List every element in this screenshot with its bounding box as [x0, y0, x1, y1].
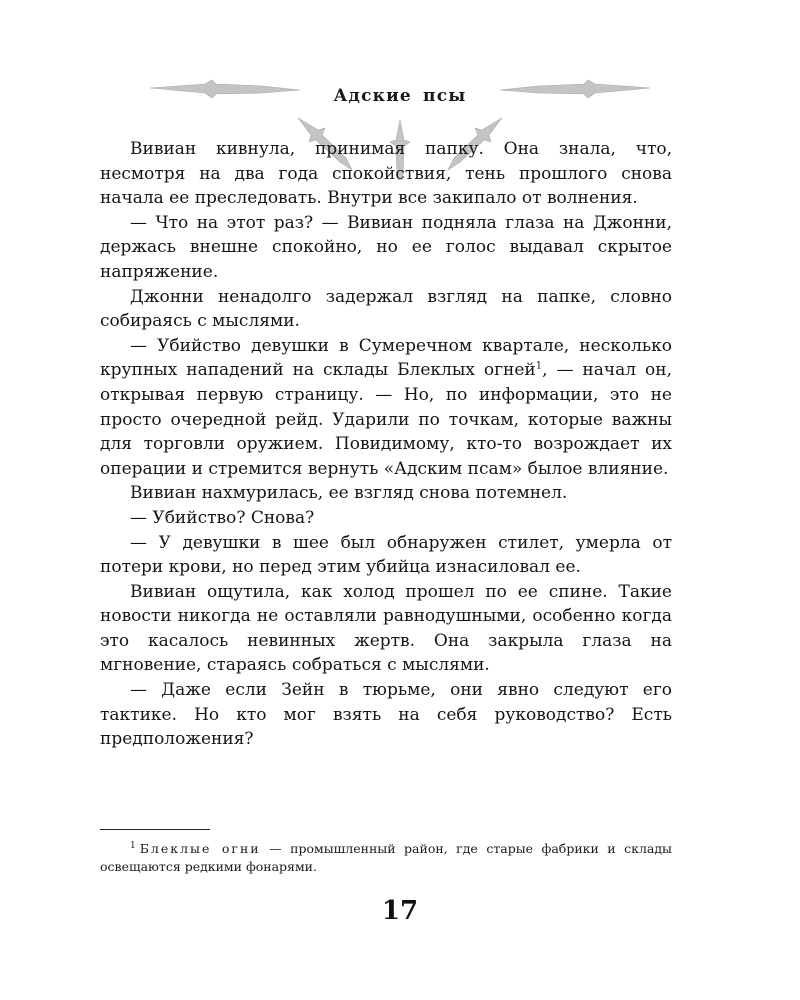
paragraph: — Убийство? Снова?	[130, 507, 315, 528]
footnote-mark: 1	[130, 840, 136, 851]
paragraph-part: — Убийство девушки в Сумеречном квартале, несколько крупных нападений на склады Блеклых огней	[100, 335, 672, 381]
footnote-divider	[100, 829, 210, 830]
paragraph: Вивиан кивнула, принимая папку. Она знала, что, несмотря на два года спокойствия, тень прошлого снова начала ее преследовать. Внутри все закипало от волнения.	[100, 139, 672, 209]
paragraph: — Что на этот раз? — Вивиан подняла глаза на Джонни, держась внешне спокойно, но ее голос выдавал скрытое напряжение.	[100, 212, 672, 282]
paragraph: — У девушки в шее был обнаружен стилет, умерла от потери крови, но перед этим убийца изнасиловал ее.	[100, 532, 672, 578]
running-title: Адские псы	[333, 86, 467, 106]
paragraph: — Даже если Зейн в тюрьме, они явно следуют его тактике. Но кто мог взять на себя руководство? Есть предположения?	[100, 680, 672, 750]
paragraph: Джонни ненадолго задержал взгляд на папке, словно собираясь с мыслями.	[100, 286, 672, 332]
paragraph-with-footnote	[100, 334, 672, 482]
footnote-text: — промышленный район, где старые фабрики и склады освещаются редкими фонарями.	[100, 841, 672, 874]
body-text	[100, 137, 672, 752]
footnote	[100, 840, 672, 876]
paragraph: Вивиан ощутила, как холод прошел по ее спине. Такие новости никогда не оставляли равнодушными, особенно когда это касалось невинных жертв. Она закрыла глаза на мгновение, стараясь собраться с мыслями.	[100, 581, 672, 676]
footnote-line	[100, 840, 672, 876]
footnote-reference[interactable]: 1	[535, 360, 543, 372]
page-number: 17	[381, 896, 419, 926]
footnote-term: Блеклые огни	[139, 841, 261, 856]
paragraph: Вивиан нахмурилась, ее взгляд снова потемнел.	[130, 483, 568, 504]
paragraph-part: , — начал он, открывая первую страницу. — Но, по информации, это не просто очередной рейд. Ударили по точкам, которые важны для торговли оружием. Повидимому, кто-то возрождает их операции и стремится вернуть «Адским псам» былое влияние.	[100, 360, 672, 479]
